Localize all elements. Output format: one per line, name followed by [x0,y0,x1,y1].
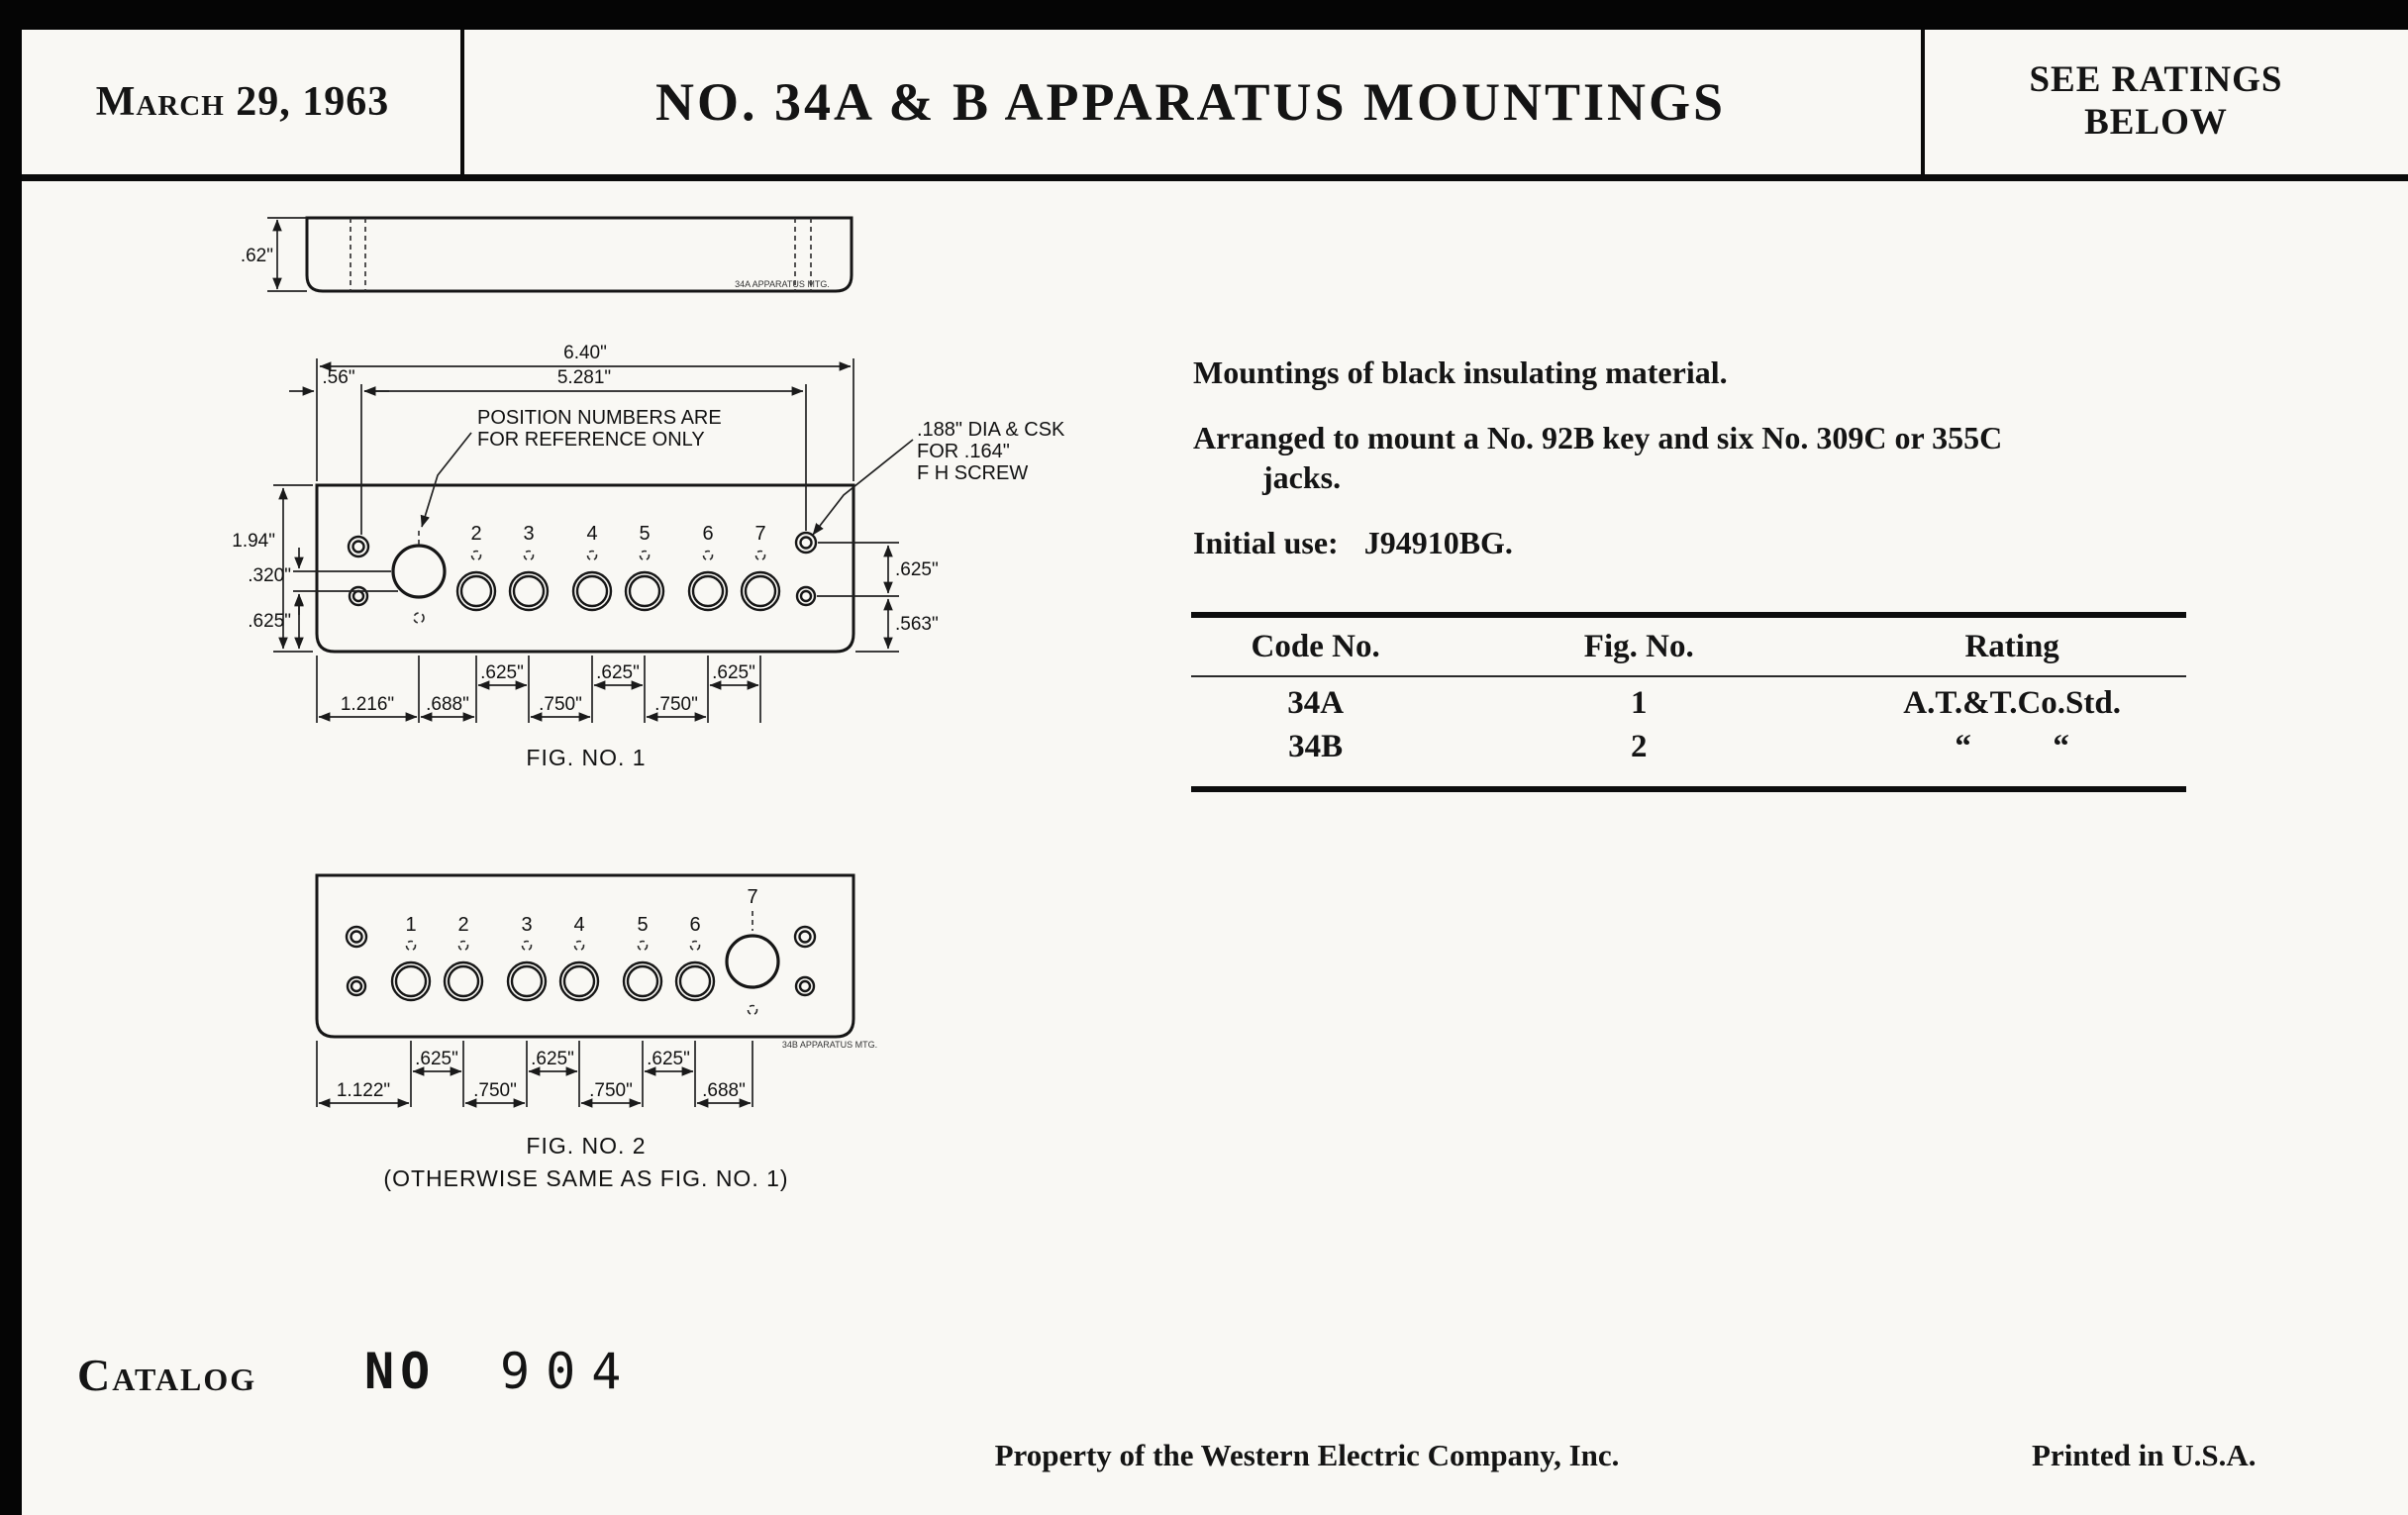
fig2-dim-spacing: .625" [415,1049,458,1069]
fig1-plate-outline [317,485,853,652]
col-header-fig-no: Fig. No. [1583,628,1694,664]
issue-date: March 29, 1963 [95,79,390,125]
fig1-position-number: 3 [523,523,535,545]
side-view-dimension-lines [267,218,307,291]
desc-arranged [1193,418,2253,497]
fig1-dim-span: 5.281" [556,367,612,388]
fig2-caption: FIG. NO. 2 [526,1133,647,1159]
fig1-dim-height: 1.94" [232,531,275,552]
fig1-position-number: 2 [470,523,482,545]
fig1-dim-spacing: .625" [480,662,524,683]
cell-rating: A.T.&T.Co.Std. [1903,684,2121,721]
fig2-position-number: 3 [521,914,533,936]
fig2-position-number: 1 [405,914,417,936]
desc-arranged-line1: Arranged to mount a No. 92B key and six No. 309C or 355C [1193,420,2003,455]
col-header-code-no: Code No. [1251,628,1380,664]
fig2-position-number: 2 [457,914,469,936]
fig2-dim-spacing: .625" [531,1049,574,1069]
catalog-label: Catalog [77,1350,257,1400]
fig2-plate-outline [317,875,853,1037]
desc-material-text: Mountings of black insulating material. [1193,354,1728,390]
fig1-position-number: 5 [639,523,651,545]
fig2-dim-bottom: .750" [589,1080,633,1101]
side-view-drawing [228,206,921,315]
fig1-dim-bottom: .750" [539,694,582,715]
fig2-drawing [149,852,1149,1208]
catalog-number-stamp: 904 [500,1343,638,1400]
fig1-dim-spacing: .625" [596,662,640,683]
fig1-screw-note-line1: .188" DIA & CSK [917,419,1065,441]
ratings-note-line1: SEE RATINGS [2029,59,2283,101]
scan-edge-left [0,0,22,1515]
cell-rating: “ “ [1955,729,2069,764]
fig1-dim-bottom: 1.216" [340,694,395,715]
fig1-screw-note-line2: FOR .164" [917,441,1010,462]
desc-material [1193,353,2253,392]
fig2-subcaption: (OTHERWISE SAME AS FIG. NO. 1) [383,1165,789,1191]
fig1-dim-left-offset: .56" [322,367,355,388]
fig2-dim-spacing: .625" [647,1049,690,1069]
description-block [1193,353,2253,588]
fig2-dim-bottom: .750" [473,1080,517,1101]
fig1-holes [349,531,816,623]
header-rule [22,174,2408,181]
cell-code-no: 34A [1287,684,1345,721]
fig2-dim-bottom: 1.122" [336,1080,391,1101]
ratings-note-line2: BELOW [2084,102,2228,143]
table-row [1191,729,2186,786]
fig1-dim-bottom: .688" [426,694,469,715]
fig2-position-number: 5 [637,914,649,936]
cell-code-no: 34B [1288,729,1344,764]
cell-fig-no: 2 [1631,729,1648,764]
printed-line: Printed in U.S.A. [2032,1438,2257,1472]
desc-arranged-line2: jacks. [1262,459,1342,495]
fig2-position-number: 7 [747,886,758,908]
cell-fig-no: 1 [1631,684,1648,721]
fig1-dim-width: 6.40" [563,343,607,363]
fig2-dim-bottom: .688" [702,1080,746,1101]
fig1-dim-left-a: .320" [248,565,291,586]
fig1-position-number: 4 [586,523,598,545]
fig1-position-note-line1: POSITION NUMBERS ARE [477,407,722,429]
table-row [1191,677,2186,729]
side-part-label: 34A APPARATUS MTG. [735,279,830,289]
fig1-dim-left-b: .625" [248,611,291,632]
fig2-part-label: 34B APPARATUS MTG. [781,1040,878,1050]
initial-use-value: J94910BG. [1363,525,1513,560]
ratings-note [1926,30,2386,174]
fig1-drawing [149,337,1149,802]
header-divider-right [1921,30,1925,174]
catalog-no-stamp: NO [364,1343,437,1400]
fig1-position-number: 6 [702,523,714,545]
ratings-table [1191,612,2186,792]
fig1-dim-spacing: .625" [712,662,755,683]
side-thickness-dim: .62" [240,246,273,266]
fig1-screw-note-line3: F H SCREW [917,462,1029,484]
fig1-position-note-line2: FOR REFERENCE ONLY [477,429,705,451]
fig1-position-number: 7 [754,523,766,545]
fig1-dim-right-b: .563" [895,614,939,635]
fig1-dim-bottom: .750" [654,694,698,715]
property-line: Property of the Western Electric Company, Inc. [994,1438,1620,1472]
fig2-position-number: 4 [573,914,585,936]
fig2-position-number: 6 [689,914,701,936]
scan-edge-top [0,0,2408,30]
initial-use-label: Initial use: [1193,525,1339,560]
page-title: NO. 34A & B APPARATUS MOUNTINGS [654,72,1727,132]
desc-initial-use [1193,523,2253,562]
col-header-rating: Rating [1964,628,2059,664]
fig1-caption: FIG. NO. 1 [526,745,647,770]
ratings-header-row [1191,618,2186,677]
fig1-dim-right-a: .625" [895,559,939,580]
header-divider-left [460,30,464,174]
